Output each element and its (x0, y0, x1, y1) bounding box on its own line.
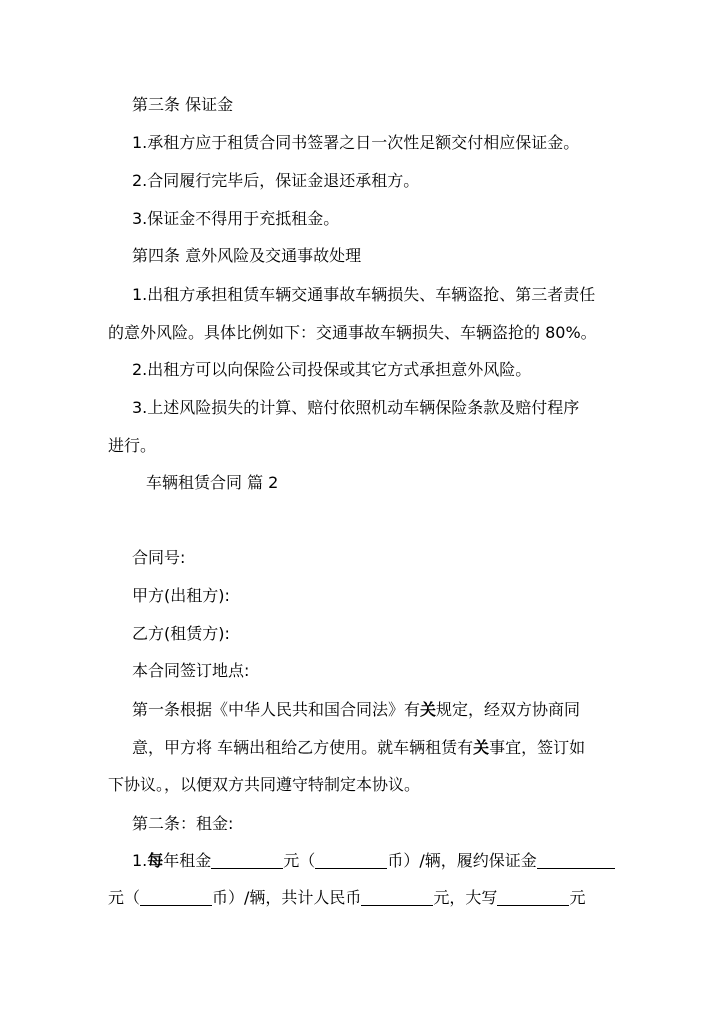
article-1-line-2-text-b: 事宜，签订如 (489, 738, 586, 757)
article-1-line-1-bold: 关 (420, 700, 437, 719)
amount-in-words-blank (497, 889, 569, 906)
rent-line-2 (108, 888, 585, 908)
section-4-item-1-line-1: 1.出租方承担租赁车辆交通事故车辆损失、车辆盗抢、第三者责任 (132, 285, 596, 304)
article-1-line-2-text-a: 意，甲方将 车辆出租给乙方使用。就车辆租赁有 (132, 738, 474, 757)
rent-line-2-text-a: 元（ (108, 888, 141, 907)
total-amount-blank (361, 889, 433, 906)
section-4-item-1-line-2: 的意外风险。具体比例如下：交通事故车辆损失、车辆盗抢的 80%。 (108, 323, 597, 342)
section-4-heading: 第四条 意外风险及交通事故处理 (132, 246, 362, 265)
annual-rent-blank (211, 852, 283, 869)
article-1-line-1 (132, 700, 580, 720)
section-4-item-2: 2.出租方可以向保险公司投保或其它方式承担意外风险。 (132, 360, 532, 379)
article-1-line-2 (132, 738, 585, 758)
deposit-blank (537, 852, 615, 869)
article-1-line-1-text-a: 第一条根据《中华人民共和国合同法》有 (132, 700, 421, 719)
contract-number: 合同号: (132, 548, 186, 567)
rent-line-1-number: 1. (132, 851, 148, 870)
section-4-item-3-line-1: 3.上述风险损失的计算、赔付依照机动车辆保险条款及赔付程序 (132, 398, 580, 417)
rent-line-2-text-c: 元，大写 (433, 888, 498, 907)
article-1-line-2-bold: 关 (473, 738, 490, 757)
rent-line-1-bold: 每 (147, 851, 164, 870)
article-1-line-1-text-b: 规定，经双方协商同 (436, 700, 581, 719)
section-3-item-1: 1.承租方应于租赁合同书签署之日一次性足额交付相应保证金。 (132, 133, 580, 152)
rent-line-1 (132, 851, 615, 871)
rent-currency-blank (315, 852, 387, 869)
party-a: 甲方(出租方): (132, 586, 230, 605)
rent-line-1-text-a: 年租金 (163, 851, 212, 870)
rent-line-1-text-b: 元（ (283, 851, 316, 870)
section-4-item-3-line-2: 进行。 (108, 436, 157, 455)
deposit-currency-blank (140, 889, 212, 906)
section-3-item-3: 3.保证金不得用于充抵租金。 (132, 209, 340, 228)
section-3-item-2: 2.合同履行完毕后，保证金退还承租方。 (132, 171, 420, 190)
article-2-heading: 第二条：租金: (132, 814, 234, 833)
party-b: 乙方(租赁方): (132, 624, 230, 643)
rent-line-1-text-c: 币）/辆，履约保证金 (387, 851, 537, 870)
signing-place: 本合同签订地点: (132, 661, 250, 680)
section-3-heading: 第三条 保证金 (132, 95, 234, 114)
rent-line-2-text-b: 币）/辆，共计人民币 (212, 888, 362, 907)
article-1-line-3: 下协议。，以便双方共同遵守特制定本协议。 (108, 775, 421, 794)
part-2-title: 车辆租赁合同 篇 2 (146, 473, 279, 492)
rent-line-2-text-d: 元 (569, 888, 586, 907)
